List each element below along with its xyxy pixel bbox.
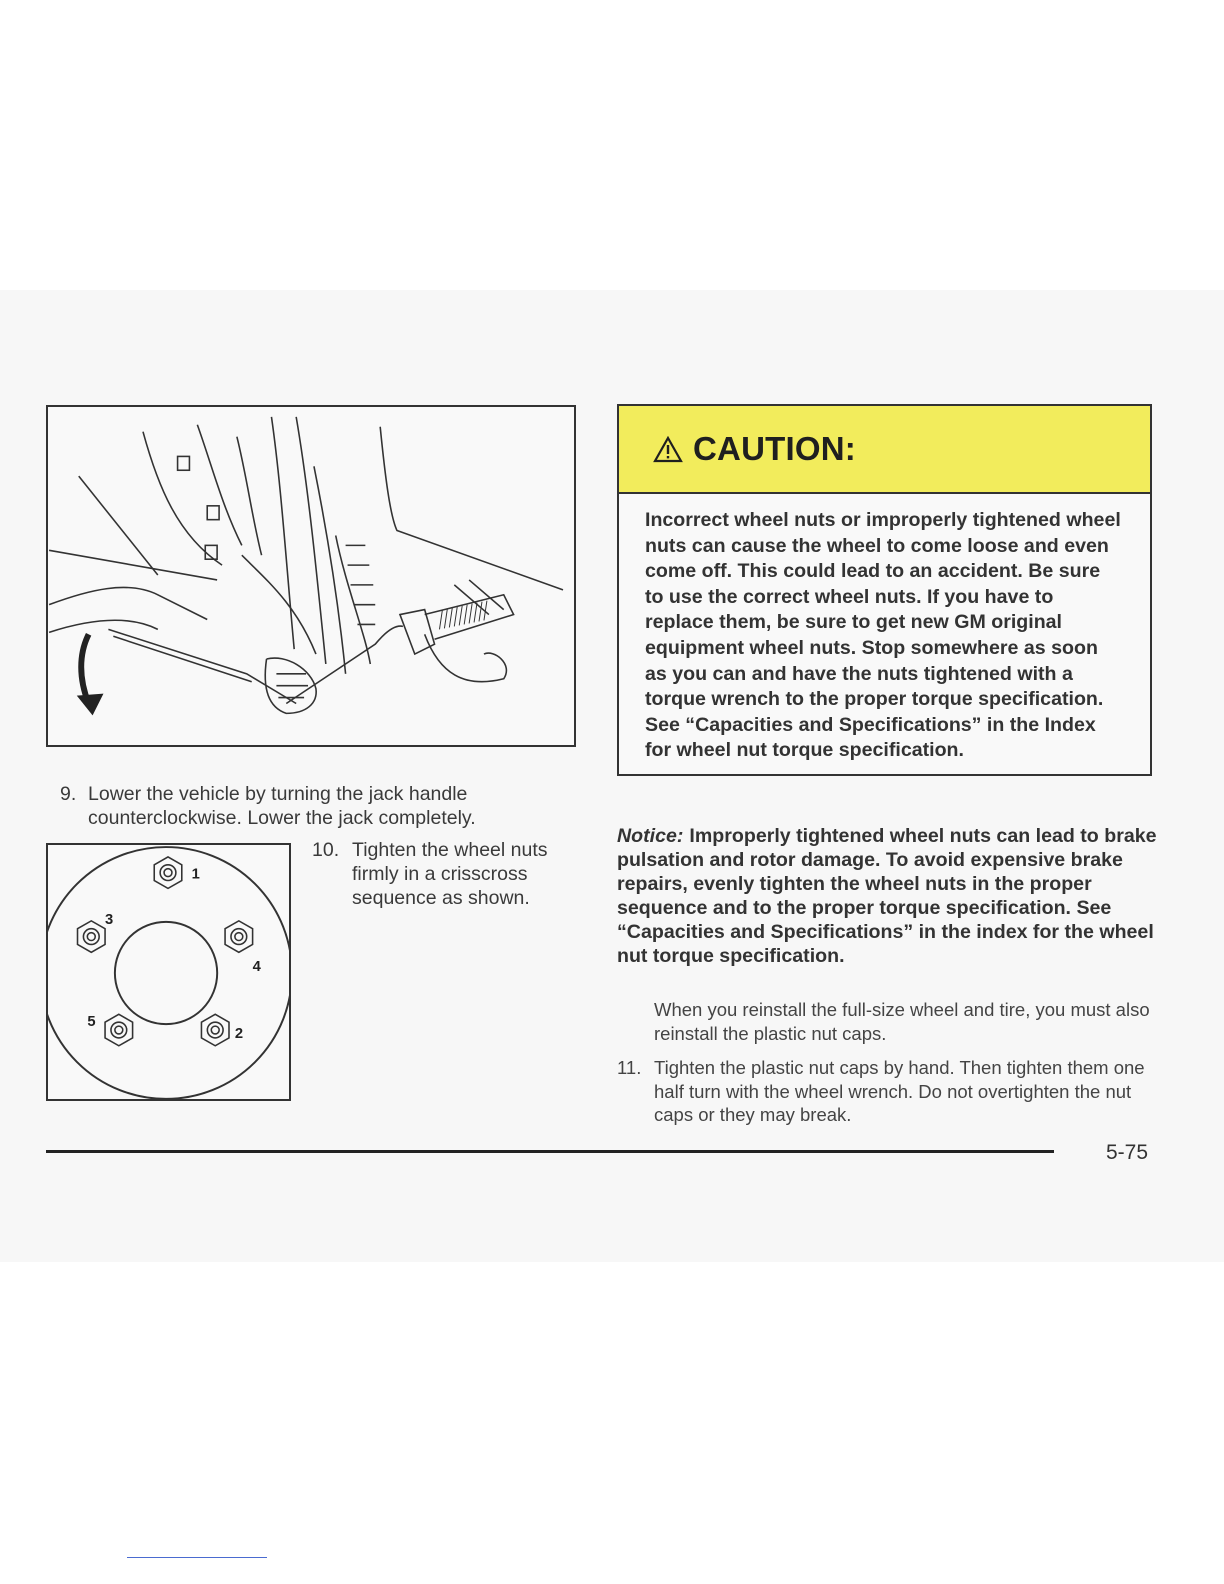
step-10-number: 10. <box>312 839 340 861</box>
step-10 <box>312 838 577 910</box>
step-10-text: Tighten the wheel nuts firmly in a crisscross sequence as shown. <box>352 839 548 909</box>
lug-nut-1 <box>154 857 182 888</box>
page-number: 5-75 <box>1106 1141 1149 1164</box>
caution-text: Incorrect wheel nuts or improperly tightened wheel nuts can cause the wheel to come loose and even come off. This could lead to an accident. Be sure to use the correct wheel nuts. If you have to replace them, be sure to get new GM original equipment wheel nuts. Stop somewhere as soon as you can and have the nuts tightened with a torque wrench to the proper torque specification. See “Capacities and Specifications” in the Index for wheel nut torque specification. <box>645 509 1121 762</box>
caution-header <box>619 406 1150 494</box>
rotation-arrowhead <box>77 694 104 716</box>
warning-triangle-icon <box>653 436 683 463</box>
jack-lowering-illustration <box>46 405 576 747</box>
caution-title: CAUTION: <box>693 430 856 467</box>
lug-nut-4 <box>225 921 253 952</box>
lug-label-2: 2 <box>234 1025 244 1042</box>
notice-text: Improperly tightened wheel nuts can lead to brake pulsation and rotor damage. To avoid expensive brake repairs, evenly tighten the wheel nuts in the proper sequence and to the proper torque specification. See “Capacities and Specifications” in the index for the wheel nut torque specification. <box>617 825 1157 967</box>
step-11 <box>617 1056 1157 1127</box>
step-9 <box>60 782 530 830</box>
step-11-text: Tighten the plastic nut caps by hand. Then tighten them one half turn with the wheel wrench. Do not overtighten the nut caps or they may break. <box>654 1057 1145 1125</box>
step-9-text: Lower the vehicle by turning the jack handle counterclockwise. Lower the jack completely. <box>88 783 476 829</box>
lug-label-1: 1 <box>191 866 200 883</box>
lug-label-3: 3 <box>105 911 114 928</box>
notice-paragraph <box>617 824 1157 968</box>
lug-nut-5 <box>105 1014 133 1045</box>
caution-box <box>617 404 1152 776</box>
notice-label: Notice: <box>617 825 684 847</box>
jack-lowering-drawing <box>48 407 574 745</box>
lug-label-5: 5 <box>87 1014 96 1031</box>
step-11-number: 11. <box>617 1057 642 1078</box>
lug-nut-sequence-drawing <box>48 845 289 1099</box>
lug-nut-2 <box>201 1014 229 1045</box>
step-9-number: 9. <box>60 783 77 805</box>
bottom-link-underline <box>127 1557 267 1558</box>
reinstall-paragraph: When you reinstall the full-size wheel and tire, you must also reinstall the plastic nut caps. <box>654 999 1150 1044</box>
lug-label-4: 4 <box>252 959 261 976</box>
rotation-arrow <box>81 634 88 703</box>
lug-nut-3 <box>78 921 106 952</box>
footer-rule <box>46 1150 1054 1153</box>
lug-nut-sequence-diagram <box>46 843 291 1101</box>
